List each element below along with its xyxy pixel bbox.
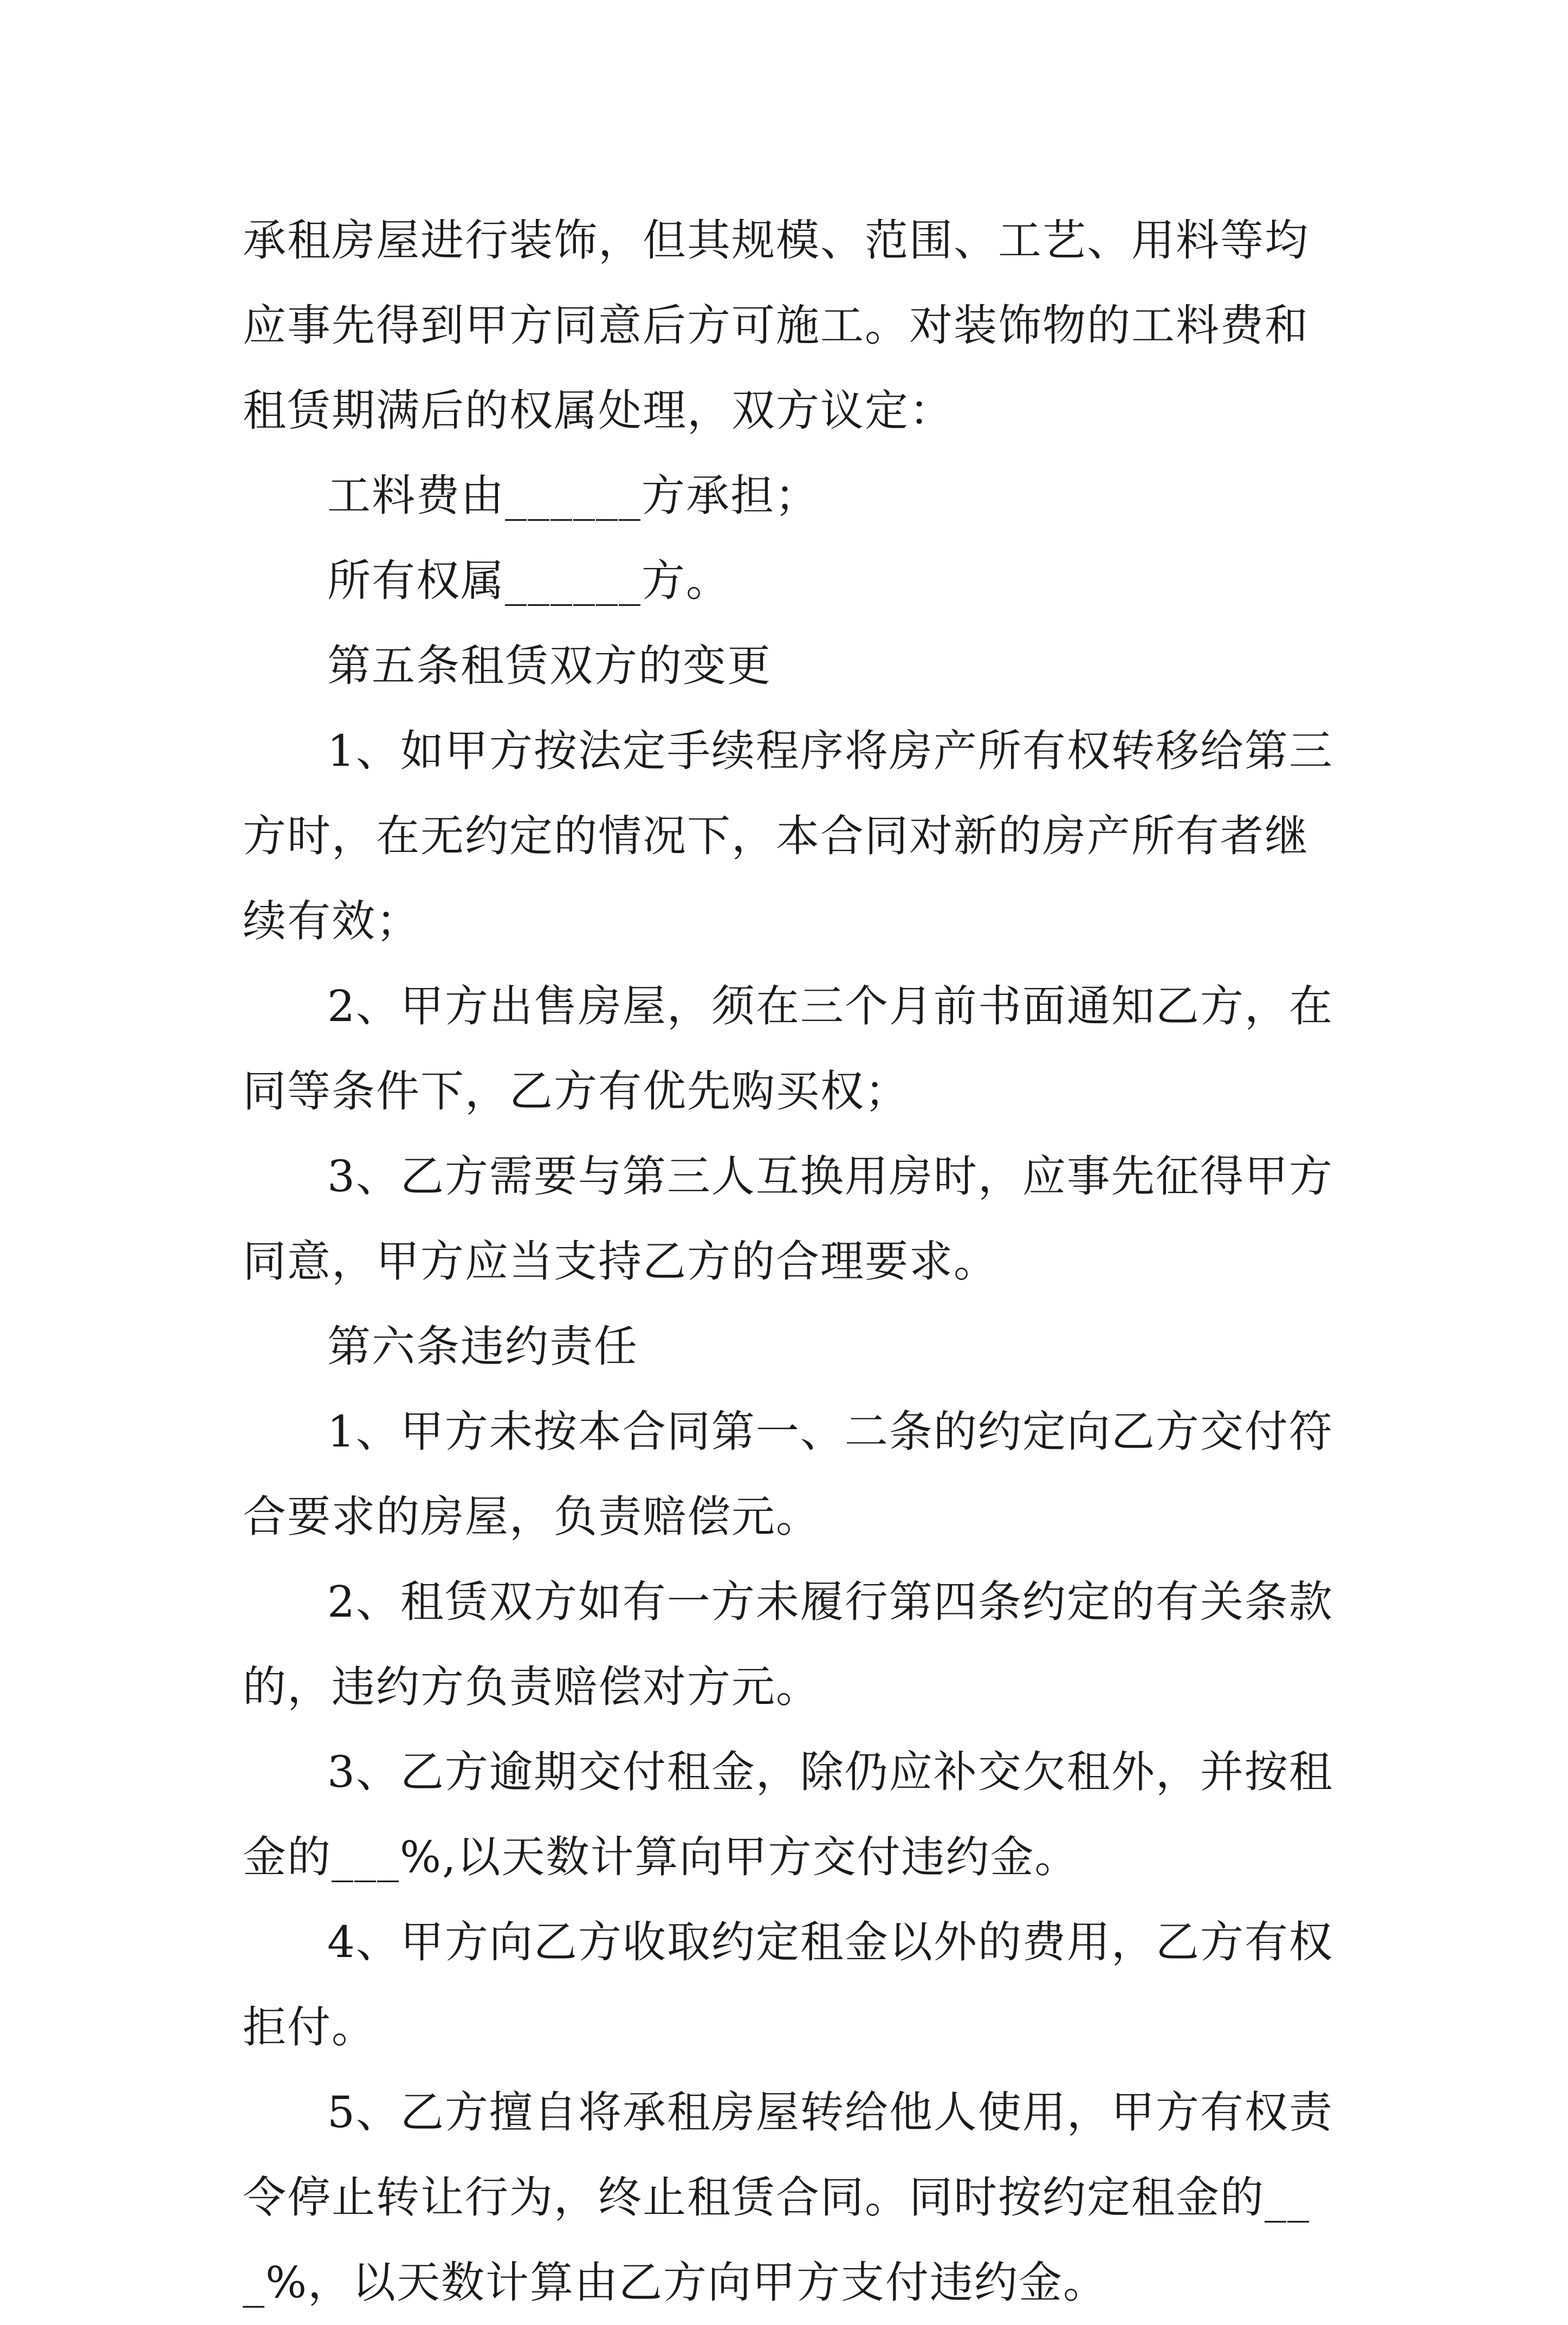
paragraph-article-6-item-5: 5、乙方擅自将承租房屋转给他人使用，甲方有权责令停止转让行为，终止租赁合同。同时按约定租金的___%，以天数计算由乙方向甲方支付违约金。 — [243, 2087, 1333, 2308]
paragraph-labor-cost: 工料费由______方承担； — [327, 470, 819, 521]
paragraph-article-6-item-3: 3、乙方逾期交付租金，除仍应补交欠租外，并按租金的___%,以天数计算向甲方交付违约金。 — [243, 1747, 1333, 1882]
section-heading-article-6: 第六条违约责任 — [327, 1321, 638, 1372]
paragraph-article-6-item-2: 2、租赁双方如有一方未履行第四条约定的有关条款的，违约方负责赔偿对方元。 — [243, 1577, 1333, 1712]
paragraph-article-6-item-4: 4、甲方向乙方收取约定租金以外的费用，乙方有权拒付。 — [243, 1917, 1333, 2052]
document-body — [243, 198, 1337, 2325]
paragraph-ownership: 所有权属______方。 — [327, 556, 730, 606]
paragraph-article-5-item-1: 1、如甲方按法定手续程序将房产所有权转移给第三方时，在无约定的情况下，本合同对新的房产所有者继续有效； — [243, 726, 1333, 946]
paragraph-article-5-item-2: 2、甲方出售房屋，须在三个月前书面通知乙方，在同等条件下，乙方有优先购买权； — [243, 981, 1333, 1116]
paragraph-decoration-terms: 承租房屋进行装饰，但其规模、范围、工艺、用料等均应事先得到甲方同意后方可施工。对装饰物的工料费和租赁期满后的权属处理，双方议定： — [243, 215, 1309, 436]
section-heading-article-5: 第五条租赁双方的变更 — [327, 641, 772, 691]
paragraph-article-6-item-1: 1、甲方未按本合同第一、二条的约定向乙方交付符合要求的房屋，负责赔偿元。 — [243, 1406, 1333, 1542]
paragraph-article-5-item-3: 3、乙方需要与第三人互换用房时，应事先征得甲方同意，甲方应当支持乙方的合理要求。 — [243, 1151, 1333, 1287]
